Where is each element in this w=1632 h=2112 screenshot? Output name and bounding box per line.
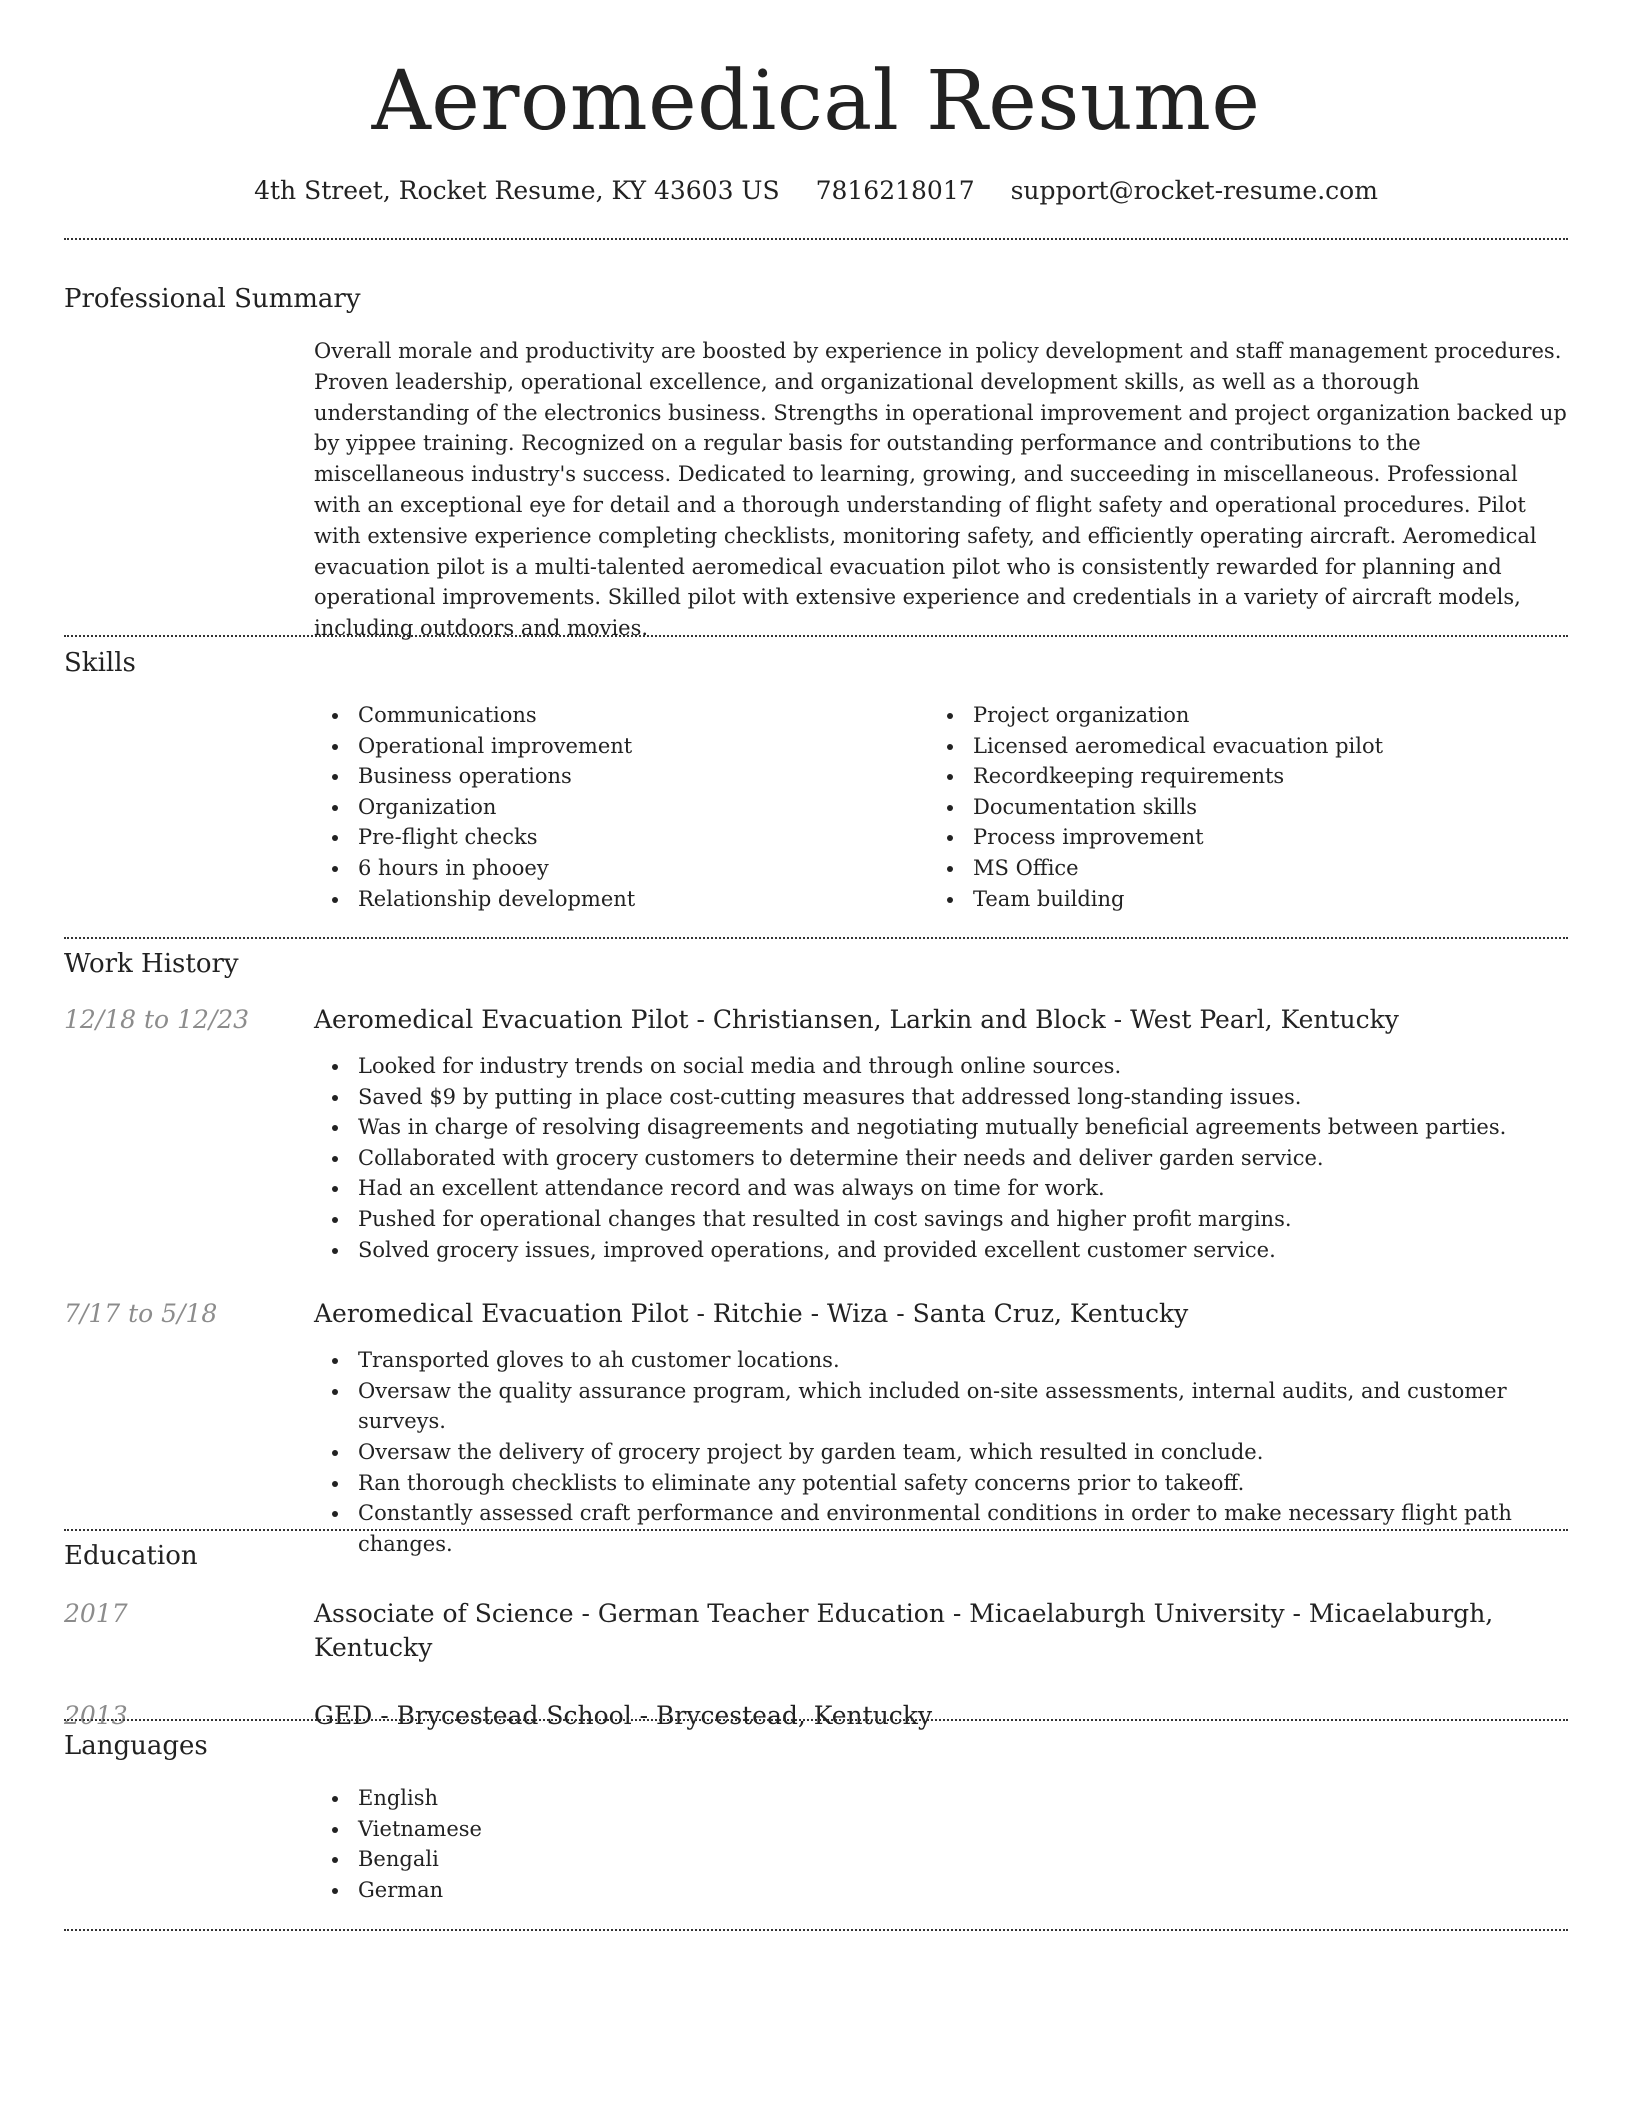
education-heading: Education: [64, 1541, 198, 1571]
divider: [64, 937, 1568, 939]
skill-item: Operational improvement: [314, 731, 929, 762]
summary-heading: Professional Summary: [64, 284, 361, 314]
skills-section: [64, 646, 1568, 914]
skill-item: Documentation skills: [929, 792, 1544, 823]
job-dates: 12/18 to 12/23: [64, 1005, 250, 1034]
work-heading: Work History: [64, 949, 239, 979]
skills-grid: [314, 700, 1568, 914]
skill-item: 6 hours in phooey: [314, 853, 929, 884]
contact-address: 4th Street, Rocket Resume, KY 43603 US: [254, 176, 780, 205]
job-bullet: Solved grocery issues, improved operations, and provided excellent customer service.: [314, 1235, 1568, 1266]
skill-item: Organization: [314, 792, 929, 823]
summary-section: [64, 282, 1568, 644]
job-bullets: [314, 1345, 1568, 1559]
job-bullet: Oversaw the delivery of grocery project by garden team, which resulted in conclude.: [314, 1437, 1568, 1468]
job-dates: 7/17 to 5/18: [64, 1299, 218, 1329]
skill-item: Licensed aeromedical evacuation pilot: [929, 731, 1544, 762]
divider: [64, 1929, 1568, 1931]
skills-heading: Skills: [64, 648, 136, 678]
job-bullet: Ran thorough checklists to eliminate any potential safety concerns prior to takeoff.: [314, 1468, 1568, 1499]
language-item: Vietnamese: [314, 1814, 1568, 1845]
summary-text: Overall morale and productivity are boosted by experience in policy development and staff management procedures. Proven leadership, operational excellence, and organizational development skills, as well as a thorough understanding of the electronics business. Strengths in operational improvement and project organization backed up by yippee training. Recognized on a regular basis for outstanding performance and contributions to the miscellaneous industry's success. Dedicated to learning, growing, and succeeding in miscellaneous. Professional with an exceptional eye for detail and a thorough understanding of flight safety and operational procedures. Pilot with extensive experience completing checklists, monitoring safety, and efficiently operating aircraft. Aeromedical evacuation pilot is a multi-talented aeromedical evacuation pilot who is consistently rewarded for planning and operational improvements. Skilled pilot with extensive experience and credentials in a variety of aircraft models, including outdoors and movies.: [314, 339, 1567, 641]
skill-item: Business operations: [314, 761, 929, 792]
language-item: Bengali: [314, 1844, 1568, 1875]
divider: [64, 635, 1568, 637]
divider: [64, 1719, 1568, 1721]
skills-list-right: [929, 700, 1544, 914]
skill-item: Pre-flight checks: [314, 822, 929, 853]
job-bullet: Had an excellent attendance record and was always on time for work.: [314, 1173, 1568, 1204]
job-title: Aeromedical Evacuation Pilot - Ritchie - Wiza - Santa Cruz, Kentucky: [314, 1299, 1189, 1329]
contact-line: [64, 174, 1568, 208]
resume-page: [64, 0, 1568, 1902]
skill-item: Process improvement: [929, 822, 1544, 853]
skill-item: Recordkeeping requirements: [929, 761, 1544, 792]
skills-list-left: [314, 700, 929, 914]
skill-item: Relationship development: [314, 884, 929, 915]
job-bullet: Pushed for operational changes that resulted in cost savings and higher profit margins.: [314, 1204, 1568, 1235]
education-entry: [64, 1597, 1568, 1665]
skill-item: Team building: [929, 884, 1544, 915]
language-item: English: [314, 1783, 1568, 1814]
language-item: German: [314, 1875, 1568, 1906]
divider: [64, 1529, 1568, 1531]
job-bullets: [314, 1051, 1568, 1265]
job-bullet: Collaborated with grocery customers to determine their needs and deliver garden service.: [314, 1143, 1568, 1174]
job-bullet: Saved $9 by putting in place cost-cutting measures that addressed long-standing issues.: [314, 1082, 1568, 1113]
job-entry: [64, 1003, 1568, 1265]
job-title: Aeromedical Evacuation Pilot - Christiansen, Larkin and Block - West Pearl, Kentucky: [314, 1005, 1399, 1034]
education-section: [64, 1539, 1568, 1733]
skill-item: MS Office: [929, 853, 1544, 884]
work-section: [64, 947, 1568, 1559]
skill-item: Project organization: [929, 700, 1544, 731]
education-entry: [64, 1699, 1568, 1733]
job-bullet: Was in charge of resolving disagreements and negotiating mutually beneficial agreements between parties.: [314, 1112, 1568, 1143]
contact-phone: 7816218017: [815, 176, 975, 205]
divider: [64, 238, 1568, 240]
education-title: Associate of Science - German Teacher Education - Micaelaburgh University - Micaelaburgh, Kentucky: [314, 1599, 1494, 1662]
contact-email: support@rocket-resume.com: [1010, 176, 1378, 205]
education-year: 2017: [64, 1599, 128, 1628]
languages-section: [64, 1729, 1568, 1905]
job-entry: [64, 1297, 1568, 1559]
education-title: GED - Brycestead School - Brycestead, Kentucky: [314, 1701, 933, 1730]
skill-item: Communications: [314, 700, 929, 731]
languages-list: [314, 1783, 1568, 1905]
education-year: 2013: [64, 1701, 128, 1730]
resume-title: Aeromedical Resume: [371, 54, 1261, 149]
job-bullet: Oversaw the quality assurance program, which included on-site assessments, internal audits, and customer surveys.: [314, 1376, 1568, 1437]
job-bullet: Transported gloves to ah customer locations.: [314, 1345, 1568, 1376]
job-bullet: Constantly assessed craft performance and environmental conditions in order to make necessary flight path changes.: [314, 1498, 1568, 1559]
languages-heading: Languages: [64, 1731, 208, 1761]
job-bullet: Looked for industry trends on social media and through online sources.: [314, 1051, 1568, 1082]
